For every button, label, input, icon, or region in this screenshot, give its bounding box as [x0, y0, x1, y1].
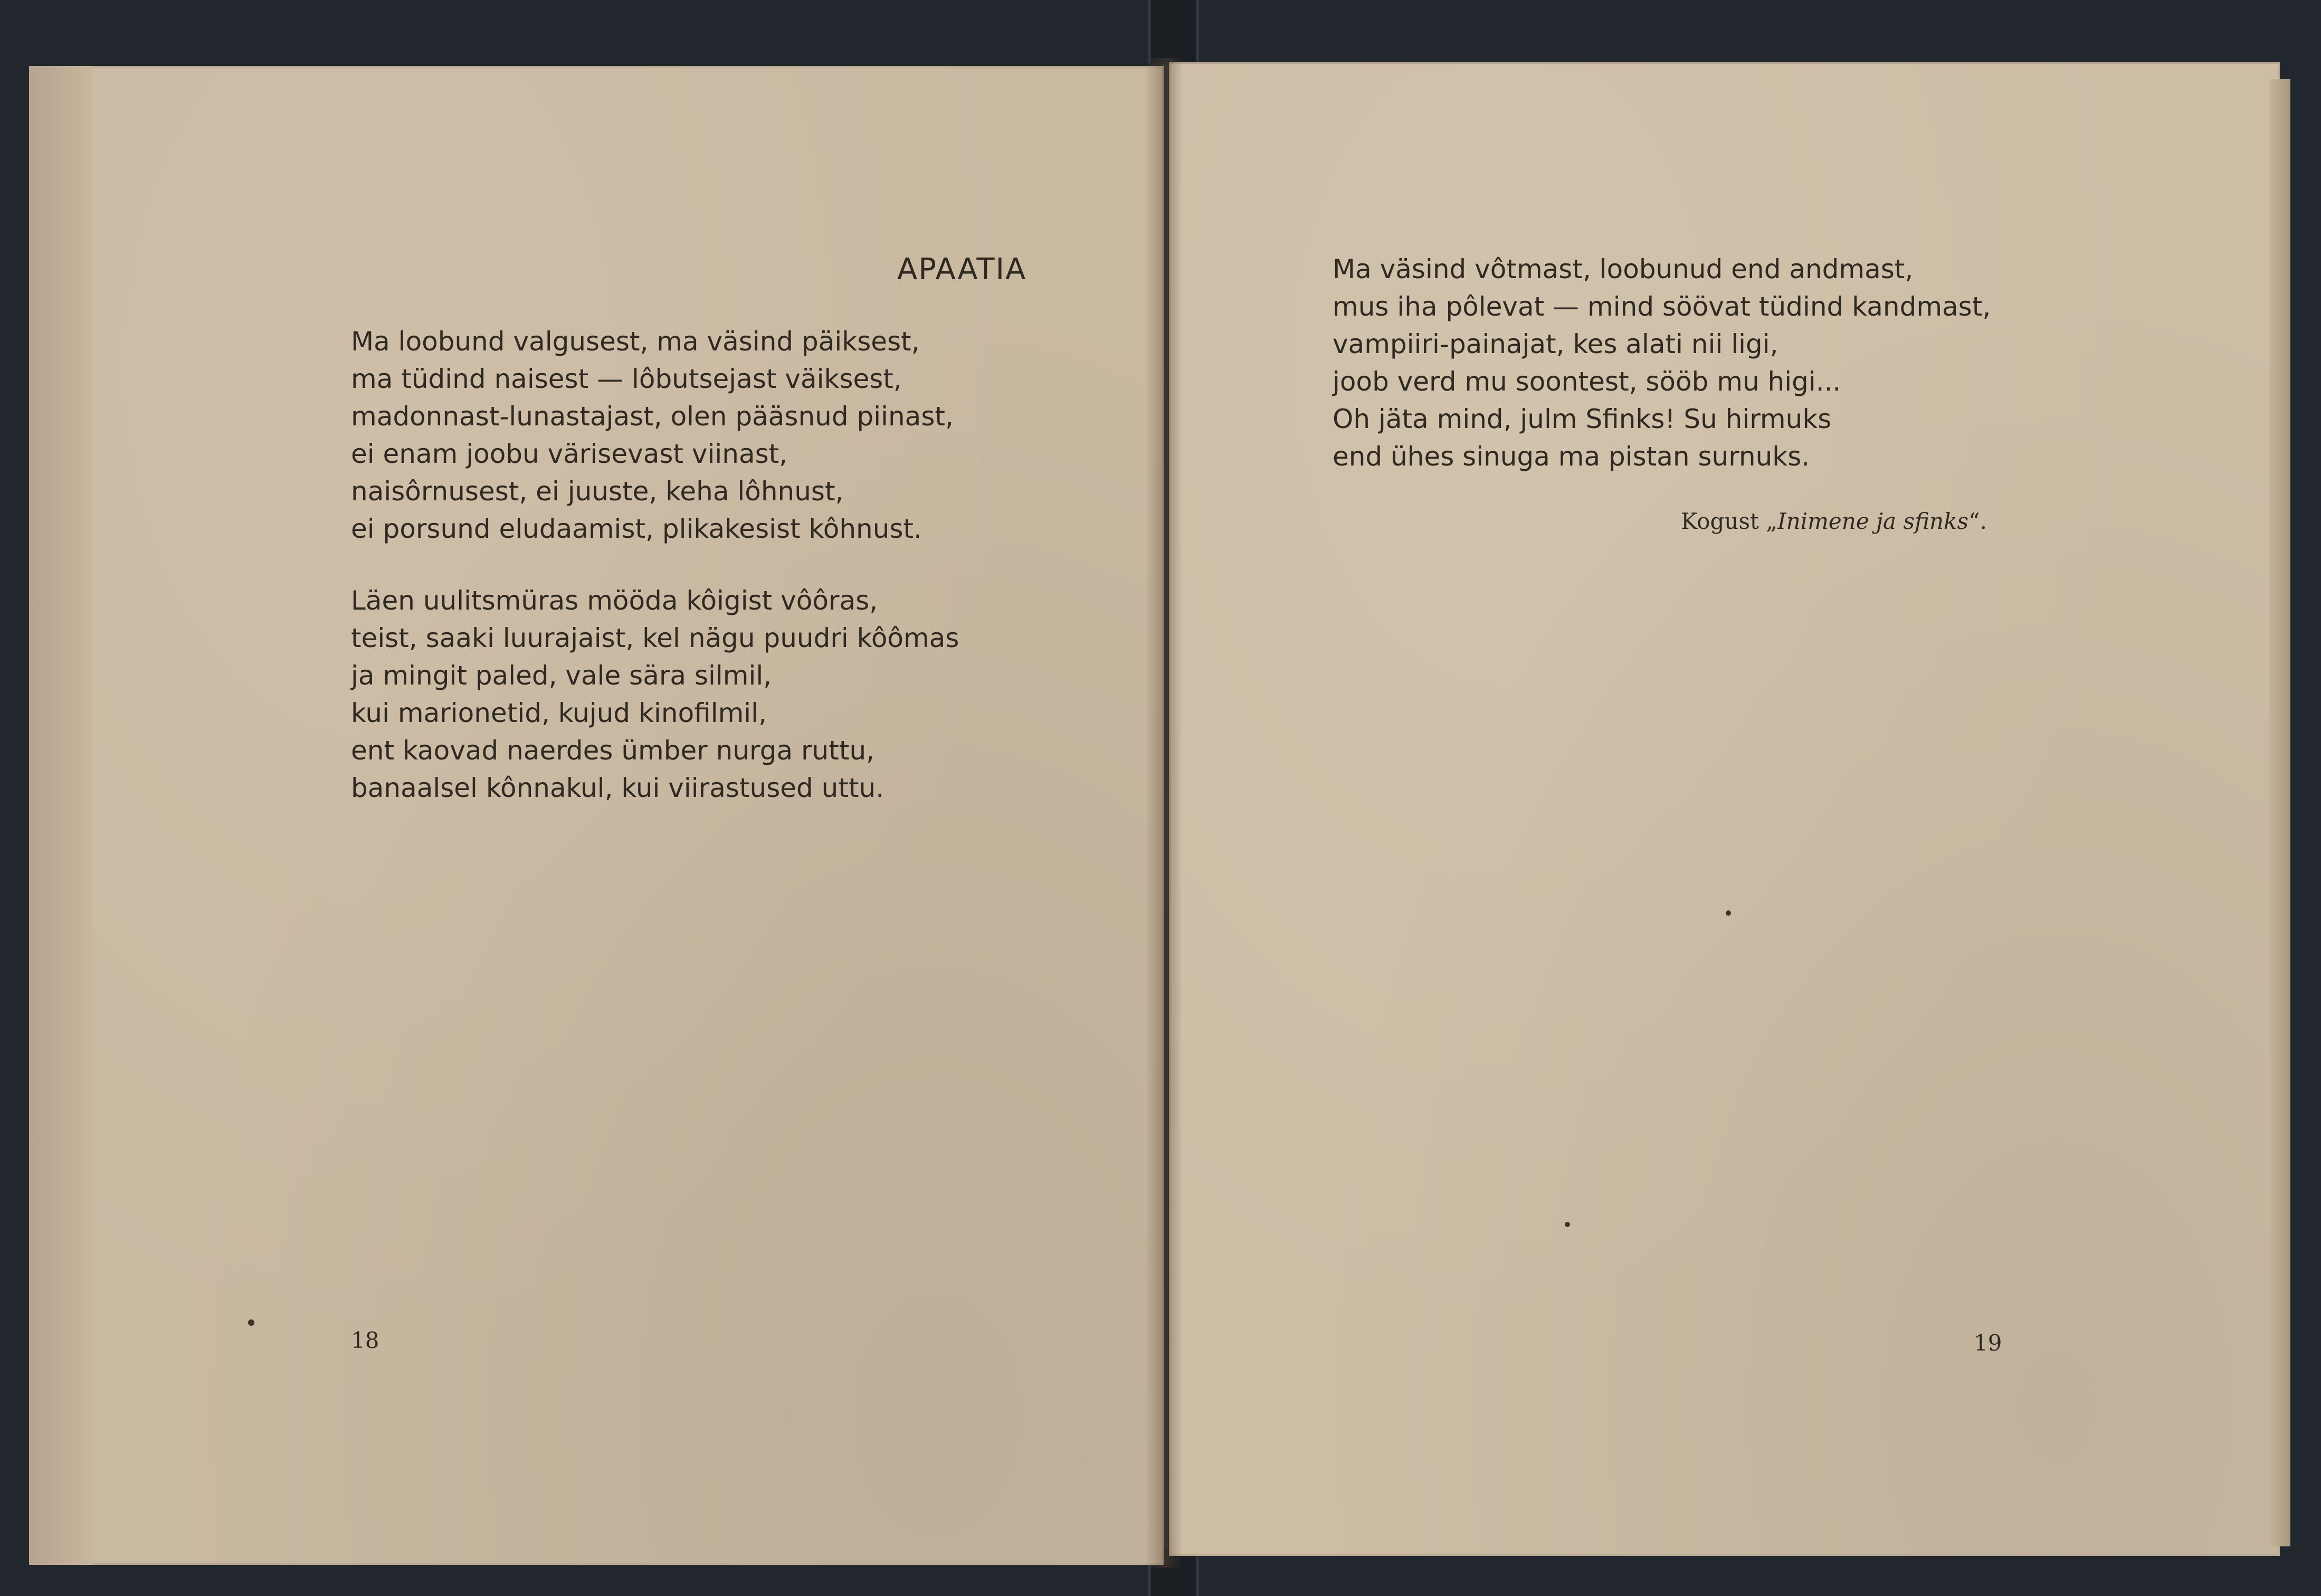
binding-clip-top — [1148, 0, 1199, 63]
verse-line: Oh jäta mind, julm Sfinks! Su hirmuks — [1333, 404, 1832, 434]
stanza-1 — [351, 323, 954, 548]
page-number-right: 19 — [1974, 1330, 2002, 1356]
verse-line: ja mingit paled, vale sära silmil, — [351, 660, 772, 691]
attribution-source: Inimene ja sfinks — [1777, 508, 1969, 534]
left-page — [29, 66, 1164, 1565]
verse-line: naisôrnusest, ei juuste, keha lôhnust, — [351, 476, 844, 507]
page-number-left: 18 — [351, 1327, 379, 1353]
left-page-edge — [29, 66, 92, 1565]
verse-line: teist, saaki luurajaist, kel nägu puudri kôômas — [351, 623, 959, 653]
paper-speck — [1726, 910, 1731, 916]
book-gutter — [1145, 58, 1182, 1568]
verse-line: ent kaovad naerdes ümber nurga ruttu, — [351, 735, 875, 766]
paper-speck — [248, 1319, 254, 1326]
verse-line: madonnast-lunastajast, olen pääsnud piinast, — [351, 401, 954, 432]
verse-line: kui marionetid, kujud kinofilmil, — [351, 698, 767, 728]
right-page-edge — [2269, 79, 2290, 1546]
stanza-3 — [1333, 251, 1991, 476]
verse-line: ma tüdind naisest — lôbutsejast väiksest, — [351, 364, 902, 394]
verse-line: vampiiri-painajat, kes alati nii ligi, — [1333, 329, 1778, 359]
stanza-2 — [351, 582, 959, 807]
verse-line: ei enam joobu värisevast viinast, — [351, 439, 788, 469]
attribution — [1681, 508, 1987, 534]
verse-line: Ma väsind vôtmast, loobunud end andmast, — [1333, 254, 1914, 284]
attribution-prefix: Kogust „ — [1681, 508, 1778, 534]
verse-line: Läen uulitsmüras mööda kôigist vôôras, — [351, 585, 878, 616]
verse-line: banaalsel kônnakul, kui viirastused uttu. — [351, 773, 884, 803]
verse-line: ei porsund eludaamist, plikakesist kôhnust. — [351, 514, 922, 544]
verse-line: end ühes sinuga ma pistan surnuks. — [1333, 441, 1810, 472]
attribution-suffix: “. — [1968, 508, 1987, 534]
verse-line: mus iha pôlevat — mind söövat tüdind kandmast, — [1333, 291, 1991, 322]
verse-line: Ma loobund valgusest, ma väsind päiksest, — [351, 326, 920, 357]
poem-title: APAATIA — [897, 252, 1027, 287]
verse-line: joob verd mu soontest, sööb mu higi... — [1333, 366, 1841, 397]
paper-speck — [1565, 1222, 1570, 1227]
